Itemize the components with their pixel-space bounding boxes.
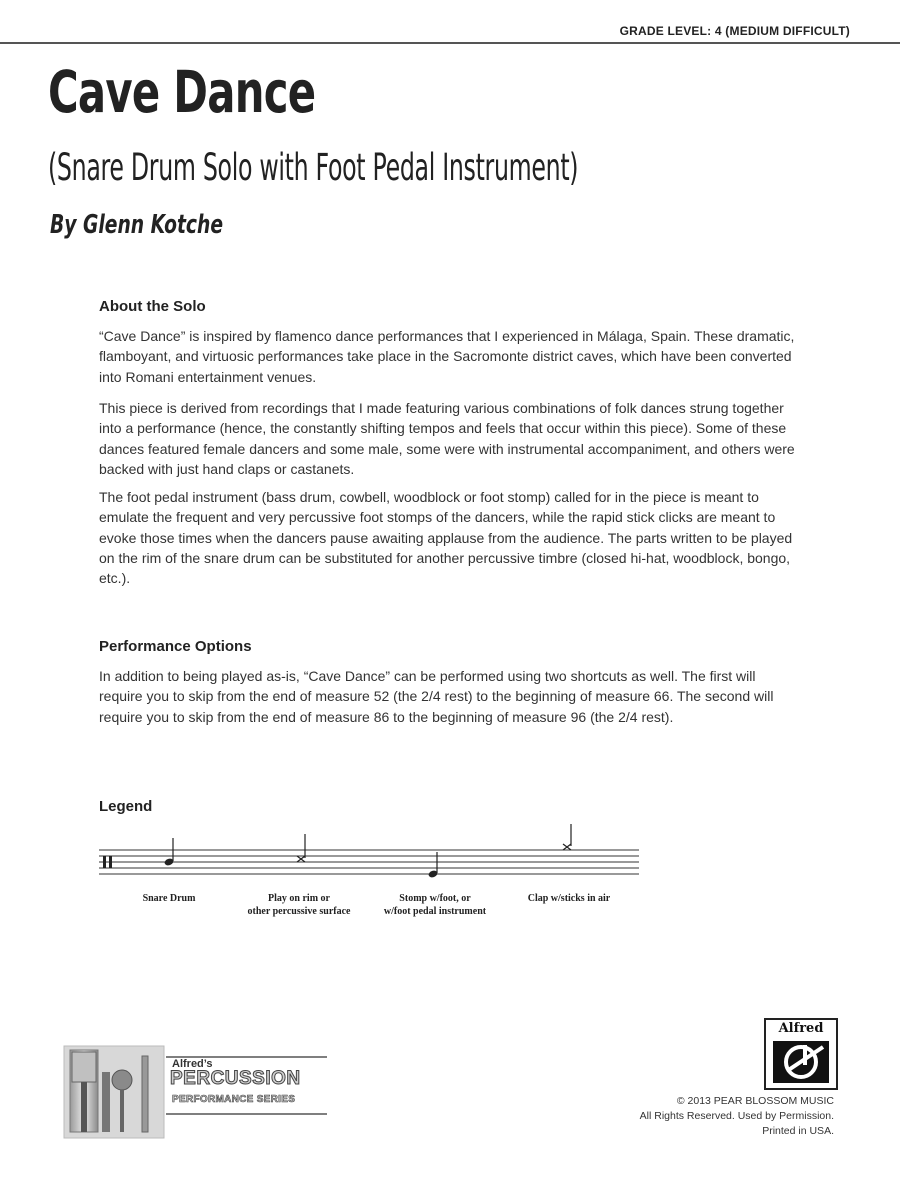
instrument-logo-icon — [62, 1042, 332, 1142]
copyright-notice: © 2013 PEAR BLOSSOM MUSIC All Rights Reserved. Used by Permission. Printed in USA. — [639, 1095, 834, 1137]
composer-byline: By Glenn Kotche — [50, 210, 224, 240]
about-paragraph-3: The foot pedal instrument (bass drum, cowbell, woodblock or foot stomp) called for in the piece is meant to emulate the frequent and very percussive foot stomps of the dancers, while the rapid stick clicks are meant to evoke those times when the dancers pause awaiting applause from the audience. The parts written to be played on the rim of the snare drum can be substituted for another percussive timbre (closed hi-hat, woodblock, bongo, etc.). — [99, 489, 793, 587]
series-subname: PERFORMANCE SERIES — [172, 1094, 296, 1105]
about-heading: About the Solo — [99, 298, 206, 315]
about-paragraph-2: This piece is derived from recordings that I made featuring various combinations of folk dances strung together into a performance (hence, the constantly shifting tempos and feels that occur within this piece). Some of these dances featured female dancers and some male, some were with instrumental accompaniment, and others were backed with just hand claps or castanets. — [99, 400, 795, 477]
legend-staff-graphic — [99, 822, 659, 892]
clap-note-icon — [563, 824, 571, 850]
legend-heading: Legend — [99, 798, 153, 815]
legend-label-stomp: Stomp w/foot, or w/foot pedal instrument — [383, 893, 487, 917]
rim-note-icon — [297, 834, 305, 862]
about-paragraph-1: “Cave Dance” is inspired by flamenco dance performances that I experienced in Málaga, Spain. These dramatic, flamboyant, and virtuosic performances take place in the Sacromonte district caves, which have been converted into Romani entertainment venues. — [99, 328, 795, 385]
legend-label-rim: Play on rim or other percussive surface — [247, 893, 351, 917]
alfred-logo-word: Alfred — [778, 1021, 824, 1036]
grade-level: GRADE LEVEL: 4 (MEDIUM DIFFICULT) — [619, 24, 850, 38]
page-subtitle: (Snare Drum Solo with Foot Pedal Instrument) — [48, 146, 579, 189]
series-brand: Alfred’s — [172, 1058, 213, 1070]
alfred-logo — [764, 1018, 838, 1090]
header-rule — [0, 42, 900, 44]
page-title: Cave Dance — [48, 58, 316, 126]
alfred-mark-icon — [773, 1041, 829, 1083]
legend-staff — [99, 822, 659, 922]
performance-paragraph: In addition to being played as-is, “Cave Dance” can be performed using two shortcuts as well. The first will require you to skip from the end of measure 52 (the 2/4 rest) to the beginning of measure 66. The second will require you to skip from the end of measure 86 to the beginning of measure 96 (the 2/4 rest). — [99, 668, 774, 725]
percussion-series-logo — [62, 1042, 332, 1142]
legend-label-snare: Snare Drum — [142, 893, 196, 904]
snare-note-icon — [164, 838, 175, 867]
legend-label-clap: Clap w/sticks in air — [527, 893, 611, 904]
performance-heading: Performance Options — [99, 638, 252, 655]
series-name: PERCUSSION — [170, 1068, 301, 1089]
